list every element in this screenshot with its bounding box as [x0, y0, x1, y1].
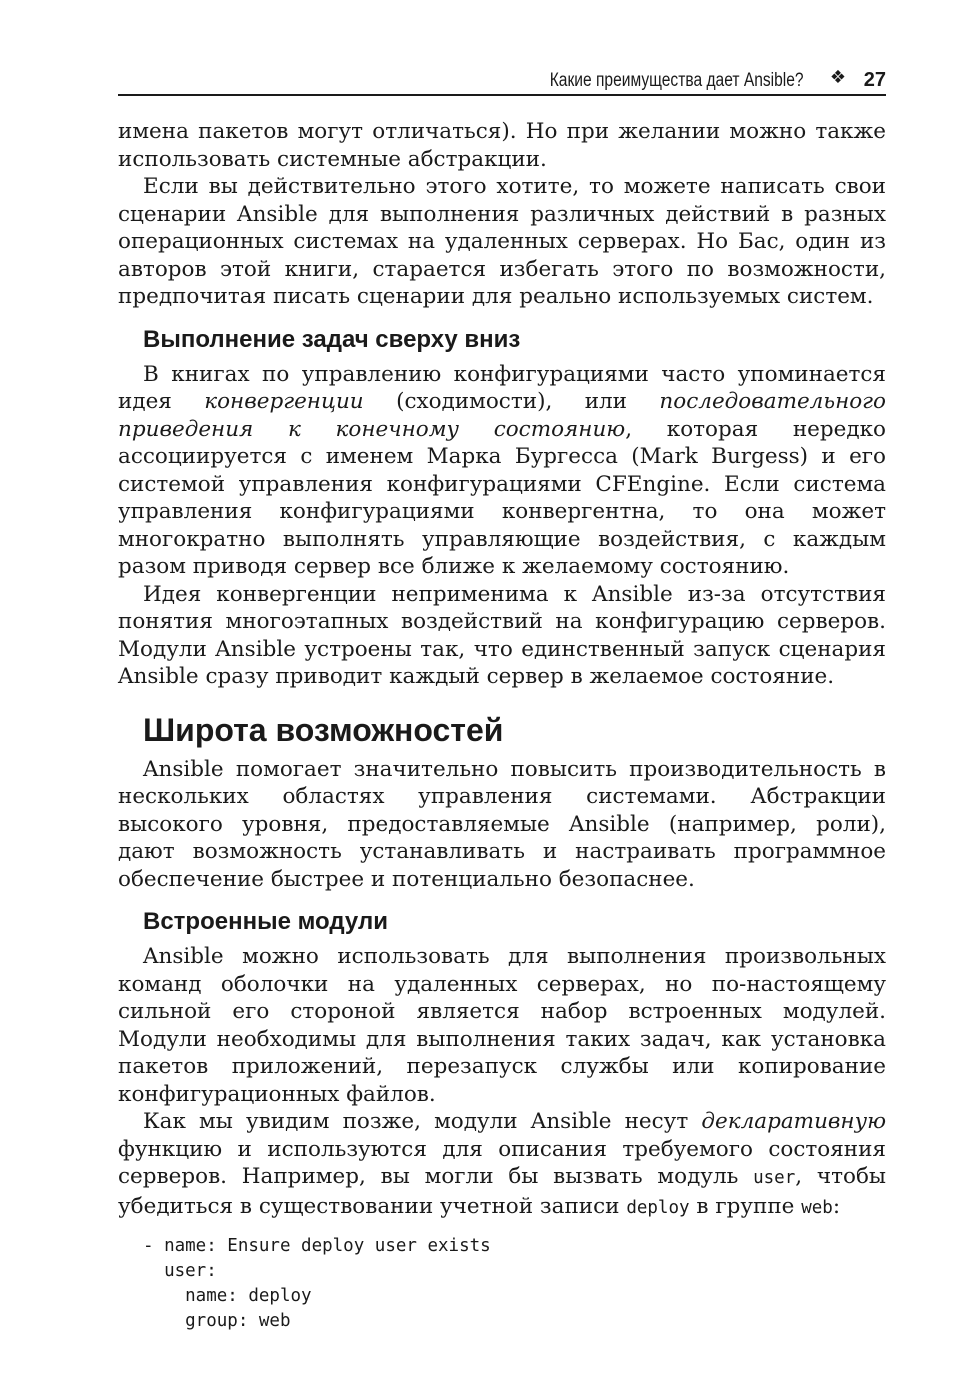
inline-code-web: web	[801, 1197, 833, 1218]
code-line: user:	[143, 1261, 217, 1281]
text-run: , которая нередко ассоциируется с именем Марка Бургесса (Mark Burgess) и его системой управления конфигурациями CFEngine. Если система управления конфигурациями конвергентна, то она может многократно выполнять управляющие воздействия, с каждым разом приводя сервер все ближе к желаемому состоянию.	[118, 416, 887, 579]
text-run: (сходимости), или	[363, 389, 660, 414]
code-line: - name: Ensure deploy user exists	[143, 1236, 491, 1256]
heading-modules: Встроенные модули	[143, 908, 388, 935]
text-run: :	[832, 1193, 841, 1219]
page-number: 27	[863, 69, 886, 91]
running-head	[118, 64, 886, 96]
code-line: name: deploy	[143, 1286, 312, 1306]
text-run: в группе	[689, 1193, 802, 1219]
inline-code-deploy: deploy	[626, 1197, 690, 1218]
paragraph-modules-2	[118, 1108, 886, 1222]
heading-breadth: Широта возможностей	[143, 711, 504, 748]
emphasis-term: конвергенции	[204, 389, 364, 414]
heading-topdown: Выполнение задач сверху вниз	[143, 325, 521, 353]
ornament-icon: ❖	[829, 67, 846, 87]
emphasis-term: декларативную	[701, 1109, 886, 1134]
text-run: , чтобы убедиться в существовании учетной записи	[118, 1164, 886, 1219]
paragraph-convergence-ansible: Идея конвергенции неприменима к Ansible из-за отсутствия понятия многоэтапных воздействий на конфигурацию серверов. Модули Ansible устроены так, что единственный запуск сценария Ansible сразу приводит каждый сервер в желаемое состояние.	[118, 581, 886, 689]
page-body	[118, 118, 886, 1334]
text-run: Как мы увидим позже, модули Ansible несут	[143, 1109, 702, 1134]
text-run: функцию и используются для описания требуемого состояния серверов. Например, вы могли бы вызвать модуль	[118, 1136, 886, 1189]
paragraph-convergence	[118, 361, 886, 581]
paragraph-intro-1: имена пакетов могут отличаться). Но при желании можно также использовать системные абстракции.	[118, 119, 886, 172]
paragraph-intro-2: Если вы действительно этого хотите, то можете написать свои сценарии Ansible для выполнения различных действий в разных операционных системах на удаленных серверах. Но Бас, один из авторов этой книги, старается избегать этого по возможности, предпочитая писать сценарии для реально используемых систем.	[118, 174, 886, 309]
running-head-title: Какие преимущества дает Ansible?	[550, 70, 804, 91]
inline-code-user: user	[753, 1168, 796, 1188]
code-line: group: web	[143, 1311, 291, 1331]
paragraph-breadth: Ansible помогает значительно повысить производительность в нескольких областях управления системами. Абстракции высокого уровня, предоставляемые Ansible (например, роли), дают возможность устанавливать и настраивать программное обеспечение быстрее и потенциально безопаснее.	[118, 756, 886, 892]
text-run: В книгах по управлению конфигурациями часто упоминается идея	[118, 361, 886, 414]
emphasis-term: последовательного приведения к конечному состоянию	[118, 389, 886, 442]
paragraph-modules-1: Ansible можно использовать для выполнения произвольных команд оболочки на удаленных серверах, но по-настоящему сильной его стороной является набор встроенных модулей. Модули необходимы для выполнения таких задач, как установка пакетов приложений, перезапуск службы или копирование конфигурационных файлов.	[118, 944, 886, 1107]
code-listing	[143, 1234, 886, 1334]
